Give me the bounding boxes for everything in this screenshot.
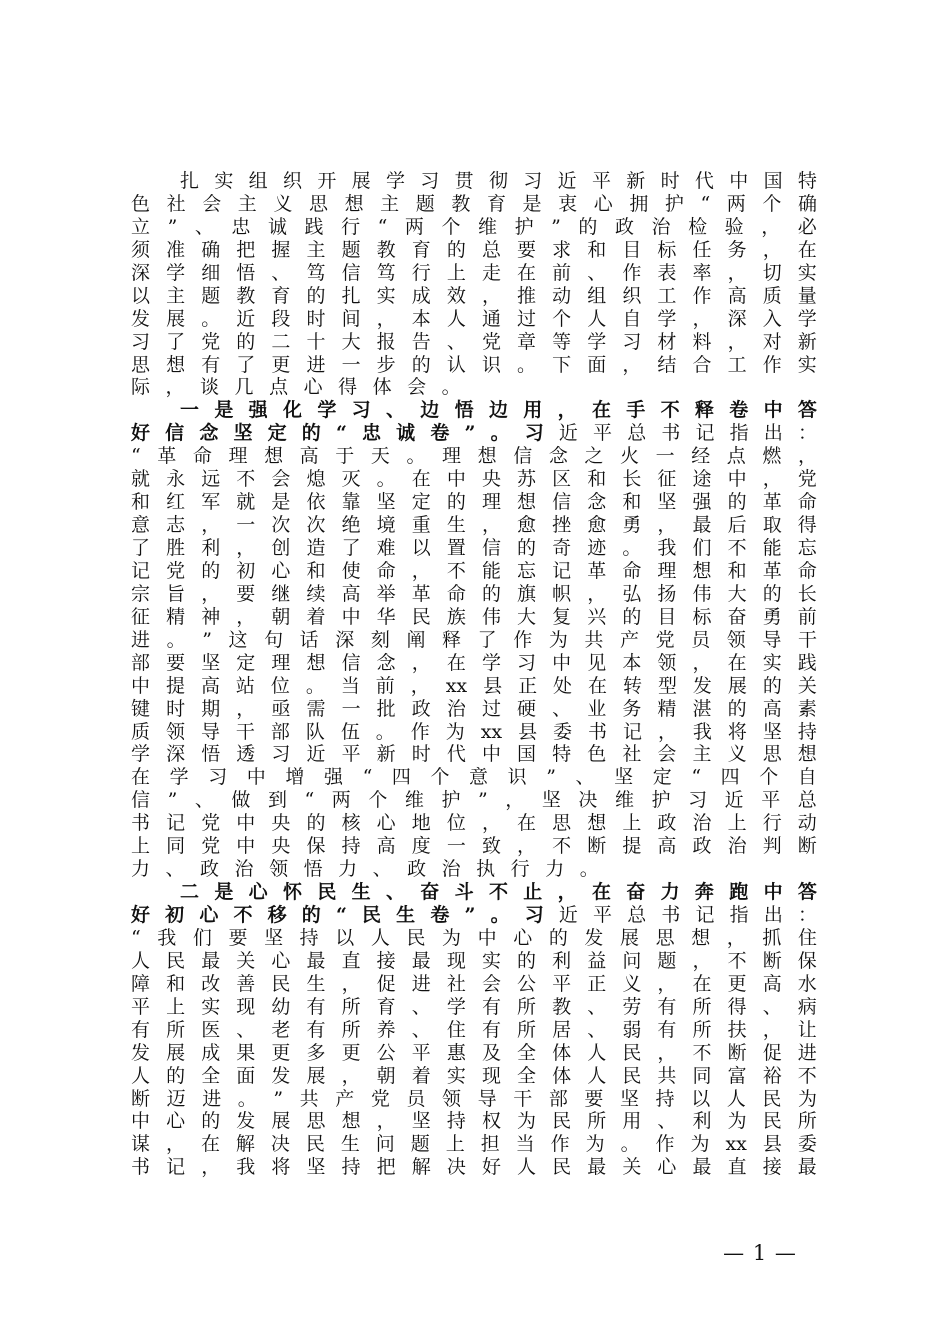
text-line: 须 准 确 把 握 主 题 教 育 的 总 要 求 和 目 标 任 务 ， 在 (131, 238, 817, 261)
section-heading-line: 一 是 强 化 学 习 、 边 悟 边 用 ， 在 手 不 释 卷 中 答 (180, 399, 817, 422)
text-line: 际 ， 谈 几 点 心 得 体 会 。 (131, 376, 461, 399)
body-text (131, 170, 817, 1179)
text-line: 以 主 题 教 育 的 扎 实 成 效 ， 推 动 组 织 工 作 高 质 量 (131, 284, 817, 307)
text-line: 了 胜 利 ， 创 造 了 难 以 置 信 的 奇 迹 。 我 们 不 能 忘 (131, 537, 817, 559)
text-line: 发 展 。 近 段 时 间 ， 本 人 通 过 个 人 自 学 ， 深 入 学 (131, 307, 817, 330)
text-line: 信 ” 、 做 到 “ 两 个 维 护 ” ， 坚 决 维 护 习 近 平 总 (131, 789, 817, 812)
text-line: 习 了 党 的 二 十 大 报 告 、 党 章 等 学 习 材 料 ， 对 新 (131, 330, 817, 353)
text-line: 色 社 会 主 义 思 想 主 题 教 育 是 衷 心 拥 护 “ 两 个 确 (131, 192, 817, 215)
text-line: 宗 旨 ， 要 继 续 高 举 革 命 的 旗 帜 ， 弘 扬 伟 大 的 长 (131, 582, 817, 605)
text-line: 平 上 实 现 幼 有 所 育 、 学 有 所 教 、 劳 有 所 得 、 病 (131, 995, 817, 1018)
text-line: 力 、 政 治 领 悟 力 、 政 治 执 行 力 。 (131, 858, 599, 881)
page-number: — 1 — (723, 1241, 797, 1265)
text-line: 记 党 的 初 心 和 使 命 ， 不 能 忘 记 革 命 理 想 和 革 命 (131, 559, 817, 582)
text-line: 意 志 ， 一 次 次 绝 境 重 生 ， 愈 挫 愈 勇 ， 最 后 取 得 (131, 514, 817, 537)
paragraph-point-two (131, 881, 817, 1179)
text-line: 障 和 改 善 民 生 ， 促 进 社 会 公 平 正 义 ， 在 更 高 水 (131, 972, 817, 995)
text-line: 有 所 医 、 老 有 所 养 、 住 有 所 居 、 弱 有 所 扶 ， 让 (131, 1018, 817, 1041)
text-line: 扎 实 组 织 开 展 学 习 贯 彻 习 近 平 新 时 代 中 国 特 (180, 170, 817, 192)
paragraph-point-one (131, 399, 817, 881)
text-line: 中 心 的 发 展 思 想 ， 坚 持 权 为 民 所 用 、 利 为 民 所 (131, 1110, 817, 1133)
text-line: 深 学 细 悟 、 笃 信 笃 行 上 走 在 前 、 作 表 率 ， 切 实 (131, 261, 817, 284)
text-line: 思 想 有 了 更 进 一 步 的 认 识 。 下 面 ， 结 合 工 作 实 (131, 353, 817, 376)
text-line: 立 ” 、 忠 诚 践 行 “ 两 个 维 护 ” 的 政 治 检 验 ， 必 (131, 215, 817, 238)
text-line: 书 记 ， 我 将 坚 持 把 解 决 好 人 民 最 关 心 最 直 接 最 (131, 1156, 817, 1179)
text-line: 进 。 ” 这 句 话 深 刻 阐 释 了 作 为 共 产 党 员 领 导 干 (131, 628, 817, 651)
text-line: 谋 ， 在 解 决 民 生 问 题 上 担 当 作 为 。 作 为 xx 县 委 (131, 1133, 817, 1156)
text-line: 和 红 军 就 是 依 靠 坚 定 的 理 想 信 念 和 坚 强 的 革 命 (131, 491, 817, 514)
text-line: 键 时 期 ， 亟 需 一 批 政 治 过 硬 、 业 务 精 湛 的 高 素 (131, 697, 817, 720)
text-line: 书 记 党 中 央 的 核 心 地 位 ， 在 思 想 上 政 治 上 行 动 (131, 812, 817, 835)
text-line: “ 我 们 要 坚 持 以 人 民 为 中 心 的 发 展 思 想 ， 抓 住 (131, 926, 817, 949)
section-heading-line: 好 初 心 不 移 的 “ 民 生 卷 ” 。 习 近 平 总 书 记 指 出 ： (131, 904, 817, 926)
text-line: 部 要 坚 定 理 想 信 念 ， 在 学 习 中 见 本 领 ， 在 实 践 (131, 651, 817, 674)
text-line: 学 深 悟 透 习 近 平 新 时 代 中 国 特 色 社 会 主 义 思 想 (131, 743, 817, 766)
text-line: 征 精 神 ， 朝 着 中 华 民 族 伟 大 复 兴 的 目 标 奋 勇 前 (131, 605, 817, 628)
text-line: 中 提 高 站 位 。 当 前 ， xx 县 正 处 在 转 型 发 展 的 关 (131, 674, 817, 697)
section-heading-line: 好 信 念 坚 定 的 “ 忠 诚 卷 ” 。 习 近 平 总 书 记 指 出 ： (131, 422, 817, 445)
text-line: 人 民 最 关 心 最 直 接 最 现 实 的 利 益 问 题 ， 不 断 保 (131, 949, 817, 972)
text-line: 就 永 远 不 会 熄 灭 。 在 中 央 苏 区 和 长 征 途 中 ， 党 (131, 468, 817, 491)
text-line: 断 迈 进 。 ” 共 产 党 员 领 导 干 部 要 坚 持 以 人 民 为 (131, 1087, 817, 1110)
text-line: 质 领 导 干 部 队 伍 。 作 为 xx 县 委 书 记 ， 我 将 坚 持 (131, 720, 817, 743)
text-line: 在 学 习 中 增 强 “ 四 个 意 识 ” 、 坚 定 “ 四 个 自 (131, 766, 817, 789)
text-line: “ 革 命 理 想 高 于 天 。 理 想 信 念 之 火 一 经 点 燃 ， (131, 445, 817, 468)
section-heading-line: 二 是 心 怀 民 生 、 奋 斗 不 止 ， 在 奋 力 奔 跑 中 答 (180, 881, 817, 904)
paragraph-intro (131, 170, 817, 399)
text-line: 上 同 党 中 央 保 持 高 度 一 致 ， 不 断 提 高 政 治 判 断 (131, 835, 817, 858)
text-line: 人 的 全 面 发 展 ， 朝 着 实 现 全 体 人 民 共 同 富 裕 不 (131, 1064, 817, 1087)
text-line: 发 展 成 果 更 多 更 公 平 惠 及 全 体 人 民 ， 不 断 促 进 (131, 1041, 817, 1064)
